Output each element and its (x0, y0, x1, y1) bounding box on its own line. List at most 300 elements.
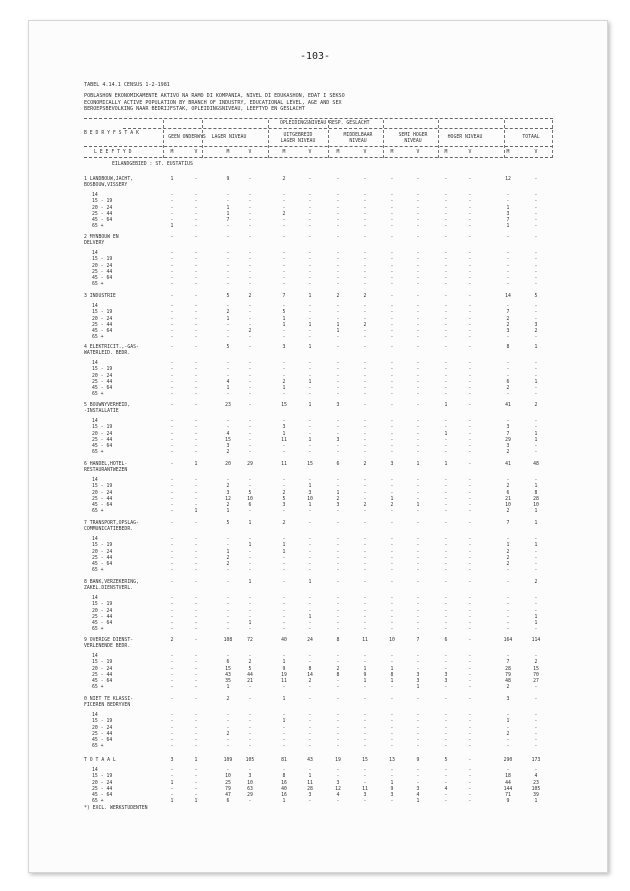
table-cell: 28 (505, 666, 511, 672)
section-total-cell: - (194, 294, 198, 299)
section-total-cell: 9 (226, 177, 230, 182)
table-cell: - (416, 660, 420, 666)
table-cell: - (468, 425, 472, 431)
table-cell: - (282, 205, 286, 211)
table-cell: 15 (225, 666, 231, 672)
sub-header-v: V (416, 150, 420, 155)
table-cell: 25 (225, 780, 231, 786)
table-cell: - (170, 450, 174, 456)
table-cell: - (282, 627, 286, 633)
section-total-cell: 2 (170, 638, 174, 643)
section-total-cell: - (390, 697, 394, 702)
table-cell: - (308, 654, 312, 659)
table-cell: - (390, 276, 394, 281)
table-cell: 2 (506, 731, 510, 737)
table-cell: - (248, 596, 252, 601)
table-cell: - (170, 768, 174, 773)
table-cell: - (308, 685, 312, 691)
section-name: 3 INDUSTRIE (84, 294, 116, 299)
table-cell: - (390, 257, 394, 263)
table-cell: - (390, 596, 394, 601)
table-cell: 1 (248, 543, 252, 549)
table-cell: - (444, 774, 448, 780)
table-cell: 2 (506, 484, 510, 490)
table-cell: - (308, 269, 312, 275)
table-cell: 39 (533, 793, 539, 798)
table-cell: - (282, 367, 286, 373)
table-cell: - (194, 205, 198, 211)
table-cell: - (468, 799, 472, 805)
table-cell: - (282, 555, 286, 561)
table-cell: - (444, 484, 448, 490)
section-total-cell: 8 (336, 638, 340, 643)
table-cell: 3 (506, 211, 510, 217)
section-total-cell: - (390, 294, 394, 299)
table-cell: 3 (226, 490, 230, 496)
section-total-cell: - (363, 177, 367, 182)
section-total-cell: 108 (223, 638, 233, 643)
section-total-cell: 5 (226, 521, 230, 526)
table-cell: - (363, 780, 367, 786)
age-group-label: 14 (92, 713, 98, 718)
section-total-cell: - (336, 345, 340, 350)
table-cell: - (444, 205, 448, 211)
table-cell: - (390, 731, 394, 737)
table-cell: - (226, 719, 230, 725)
section-total-cell: - (444, 345, 448, 350)
table-cell: - (308, 276, 312, 281)
table-cell: - (390, 719, 394, 725)
table-cell: - (308, 373, 312, 379)
table-cell: - (363, 768, 367, 773)
section-name: FICEREN BEDRYVEN (84, 702, 131, 708)
table-cell: 2 (226, 503, 230, 508)
table-cell: - (336, 431, 340, 437)
table-cell: - (390, 608, 394, 614)
table-cell: - (506, 713, 510, 718)
age-group-label: 65 + (92, 744, 104, 750)
table-cell: - (390, 335, 394, 341)
table-cell: - (336, 555, 340, 561)
section-name: BOSBOUW,VISSERY (84, 182, 128, 188)
table-cell: - (416, 263, 420, 269)
table-cell: - (336, 199, 340, 205)
table-cell: - (468, 367, 472, 373)
section-total-cell: 114 (531, 638, 541, 643)
table-cell: - (390, 555, 394, 561)
table-cell: - (282, 373, 286, 379)
section-name: RESTAURANTWEZEN (84, 467, 128, 473)
section-total-cell: 10 (389, 638, 395, 643)
table-cell: - (194, 211, 198, 217)
section-total-cell: - (336, 177, 340, 182)
table-cell: - (308, 509, 312, 515)
table-cell: - (506, 304, 510, 309)
table-cell: - (194, 627, 198, 633)
section-total-cell: 1 (308, 580, 312, 585)
age-group-label: 20 - 24 (92, 373, 113, 379)
table-cell: 1 (226, 549, 230, 555)
table-cell: - (336, 251, 340, 256)
table-cell: - (416, 780, 420, 786)
table-cell: - (282, 509, 286, 515)
table-cell: 1 (308, 503, 312, 508)
table-cell: 79 (225, 786, 231, 792)
table-cell: 6 (248, 503, 252, 508)
table-cell: 3 (390, 793, 394, 798)
table-cell: - (336, 679, 340, 684)
table-cell: - (308, 450, 312, 456)
table-cell: - (248, 484, 252, 490)
table-cell: - (390, 543, 394, 549)
table-cell: - (282, 621, 286, 626)
table-cell: - (282, 713, 286, 718)
table-cell: - (416, 224, 420, 230)
section-total-cell: - (444, 177, 448, 182)
section-total-cell: - (390, 403, 394, 408)
table-cell: - (444, 218, 448, 223)
table-cell: - (308, 205, 312, 211)
table-cell: - (506, 568, 510, 574)
section-total-cell: - (336, 521, 340, 526)
table-cell: - (506, 537, 510, 542)
table-cell: - (336, 316, 340, 322)
table-cell: - (534, 304, 538, 309)
table-cell: - (248, 555, 252, 561)
table-cell: - (390, 304, 394, 309)
table-cell: - (226, 263, 230, 269)
table-cell: 4 (336, 793, 340, 798)
table-cell: - (226, 419, 230, 424)
table-cell: 12 (335, 786, 341, 792)
table-cell: - (170, 713, 174, 718)
table-cell: 7 (506, 660, 510, 666)
table-cell: - (248, 269, 252, 275)
table-cell: 1 (390, 679, 394, 684)
table-cell: - (170, 725, 174, 731)
table-cell: 3 (444, 672, 448, 678)
table-cell: 2 (248, 329, 252, 334)
table-cell: - (194, 685, 198, 691)
table-cell: - (336, 725, 340, 731)
table-cell: - (444, 269, 448, 275)
title-line-papiamentu: POBLASHON EKONOMIKAMENTE AKTIVO NA RAMO DI KOMPANIA, NIVEL DI EDUKASHON, EDAT I SEKSO (84, 93, 345, 99)
table-cell: 1 (282, 543, 286, 549)
table-cell: - (506, 419, 510, 424)
table-cell: 10 (307, 496, 313, 502)
table-cell: 1 (226, 685, 230, 691)
table-cell: 35 (225, 679, 231, 684)
table-cell: - (534, 419, 538, 424)
table-cell: - (444, 386, 448, 391)
table-cell: 1 (282, 431, 286, 437)
table-cell: 1 (170, 780, 174, 786)
section-total-cell: 48 (533, 462, 539, 467)
table-cell: - (226, 269, 230, 275)
table-cell: 8 (308, 666, 312, 672)
table-cell: - (336, 654, 340, 659)
table-cell: - (506, 738, 510, 743)
table-cell: - (444, 596, 448, 601)
age-group-label: 14 (92, 478, 98, 483)
table-cell: - (336, 193, 340, 198)
section-total-cell: 6 (444, 638, 448, 643)
table-cell: 9 (282, 666, 286, 672)
table-cell: - (363, 608, 367, 614)
table-cell: - (444, 608, 448, 614)
table-cell: - (308, 224, 312, 230)
table-cell: - (390, 263, 394, 269)
table-cell: - (468, 484, 472, 490)
table-cell: - (468, 768, 472, 773)
section-total-cell: - (468, 638, 472, 643)
table-cell: 2 (248, 660, 252, 666)
table-cell: - (194, 738, 198, 743)
table-cell: - (534, 367, 538, 373)
table-cell: - (170, 335, 174, 341)
table-cell: 2 (506, 450, 510, 456)
section-total-cell: 1 (308, 403, 312, 408)
table-cell: - (194, 490, 198, 496)
table-cell: - (444, 224, 448, 230)
table-cell: - (390, 509, 394, 515)
table-cell: - (194, 425, 198, 431)
table-cell: - (308, 738, 312, 743)
table-cell: - (444, 537, 448, 542)
section-name: 9 OVERIGE DIENST- (84, 638, 134, 643)
table-cell: - (226, 199, 230, 205)
table-cell: - (534, 282, 538, 288)
table-cell: - (468, 725, 472, 731)
section-total-cell: - (308, 177, 312, 182)
section-total-cell: 109 (223, 758, 233, 763)
table-cell: - (534, 269, 538, 275)
table-cell: - (248, 549, 252, 555)
table-cell: 2 (506, 316, 510, 322)
table-cell: - (194, 251, 198, 256)
table-cell: 2 (534, 329, 538, 334)
section-total-cell: 41 (505, 403, 511, 408)
table-cell: 7 (506, 431, 510, 437)
table-cell: 5 (248, 490, 252, 496)
table-cell: - (390, 205, 394, 211)
table-cell: - (308, 316, 312, 322)
age-group-label: 45 - 64 (92, 793, 113, 798)
table-cell: - (194, 276, 198, 281)
table-cell: 2 (336, 496, 340, 502)
table-cell: 1 (226, 316, 230, 322)
age-group-label: 15 - 19 (92, 257, 113, 263)
sub-header-m: M (390, 150, 394, 155)
section-name: 2 MYNBOUW EN (84, 235, 119, 240)
table-cell: - (308, 568, 312, 574)
table-cell: 21 (505, 496, 511, 502)
table-cell: - (506, 361, 510, 366)
table-cell: - (226, 193, 230, 198)
table-cell: - (468, 602, 472, 608)
table-cell: - (506, 392, 510, 398)
table-cell: - (444, 780, 448, 786)
table-cell: - (308, 218, 312, 223)
table-cell: - (336, 621, 340, 626)
table-cell: - (444, 329, 448, 334)
table-cell: - (363, 450, 367, 456)
table-cell: - (363, 304, 367, 309)
table-cell: 1 (226, 205, 230, 211)
table-cell: 8 (282, 774, 286, 780)
section-total-cell: 43 (307, 758, 313, 763)
table-cell: - (336, 799, 340, 805)
table-cell: - (282, 257, 286, 263)
table-cell: - (468, 379, 472, 385)
table-cell: 1 (308, 437, 312, 443)
table-cell: - (534, 768, 538, 773)
table-cell: - (194, 335, 198, 341)
table-cell: - (468, 276, 472, 281)
table-cell: - (248, 335, 252, 341)
table-cell: 3 (416, 672, 420, 678)
table-cell: - (308, 361, 312, 366)
table-cell: - (336, 568, 340, 574)
table-cell: - (444, 304, 448, 309)
age-group-label: 45 - 64 (92, 444, 113, 449)
section-total-cell: - (534, 697, 538, 702)
table-cell: - (226, 614, 230, 620)
table-cell: - (444, 310, 448, 316)
section-total-cell: 2 (363, 294, 367, 299)
table-cell: - (336, 304, 340, 309)
table-cell: - (444, 373, 448, 379)
table-cell: - (416, 419, 420, 424)
table-cell: - (390, 224, 394, 230)
table-cell: - (468, 263, 472, 269)
table-cell: - (170, 496, 174, 502)
section-total-cell: - (308, 697, 312, 702)
table-cell: 5 (282, 310, 286, 316)
table-cell: 2 (308, 679, 312, 684)
table-cell: - (308, 419, 312, 424)
table-cell: - (468, 503, 472, 508)
table-cell: 2 (336, 666, 340, 672)
section-total-cell: 3 (336, 403, 340, 408)
table-cell: - (534, 450, 538, 456)
section-total-cell: - (468, 580, 472, 585)
table-cell: - (248, 731, 252, 737)
table-cell: 2 (506, 685, 510, 691)
table-cell: - (416, 627, 420, 633)
table-cell: - (194, 744, 198, 750)
table-cell: - (226, 568, 230, 574)
table-cell: - (194, 596, 198, 601)
table-cell: 1 (282, 719, 286, 725)
table-cell: - (468, 568, 472, 574)
table-cell: - (534, 373, 538, 379)
table-cell: - (336, 310, 340, 316)
section-total-cell: - (390, 521, 394, 526)
table-cell: - (194, 608, 198, 614)
table-cell: - (416, 725, 420, 731)
table-cell: - (506, 276, 510, 281)
table-cell: - (194, 660, 198, 666)
table-cell: - (282, 738, 286, 743)
table-cell: - (468, 679, 472, 684)
table-cell: - (226, 738, 230, 743)
table-cell: - (363, 490, 367, 496)
section-total-cell: - (170, 580, 174, 585)
table-cell: - (390, 316, 394, 322)
table-cell: 28 (307, 786, 313, 792)
sub-header-v: V (534, 150, 538, 155)
age-group-label: 15 - 19 (92, 719, 113, 725)
table-cell: 21 (247, 679, 253, 684)
table-cell: - (194, 768, 198, 773)
table-cell: - (248, 193, 252, 198)
table-cell: - (416, 738, 420, 743)
table-cell: - (390, 392, 394, 398)
table-cell: - (170, 660, 174, 666)
table-cell: - (248, 450, 252, 456)
table-cell: - (363, 484, 367, 490)
age-group-label: 45 - 64 (92, 621, 113, 626)
table-cell: - (308, 744, 312, 750)
table-cell: 2 (226, 450, 230, 456)
section-total-cell: - (363, 521, 367, 526)
table-cell: - (363, 193, 367, 198)
section-total-cell: 7 (506, 521, 510, 526)
table-cell: - (248, 367, 252, 373)
section-total-cell: - (194, 235, 198, 240)
table-cell: - (363, 224, 367, 230)
table-cell: - (363, 437, 367, 443)
table-cell: - (534, 738, 538, 743)
age-group-label: 45 - 64 (92, 386, 113, 391)
age-group-label: 20 - 24 (92, 490, 113, 496)
section-total-cell: - (416, 345, 420, 350)
table-cell: 6 (506, 379, 510, 385)
table-cell: - (416, 450, 420, 456)
table-cell: - (248, 509, 252, 515)
column-header: UITGEBREID LAGER NIVEAU (280, 133, 316, 144)
table-cell: - (444, 602, 448, 608)
table-cell: - (194, 537, 198, 542)
section-total-cell: 5 (444, 758, 448, 763)
table-cell: - (363, 251, 367, 256)
table-cell: - (194, 431, 198, 437)
table-cell: 3 (336, 780, 340, 786)
table-cell: - (194, 725, 198, 731)
table-cell: - (282, 329, 286, 334)
table-cell: - (170, 679, 174, 684)
table-cell: 3 (534, 322, 538, 328)
table-cell: - (506, 621, 510, 626)
table-cell: - (416, 282, 420, 288)
table-cell: - (170, 621, 174, 626)
section-total-cell: 23 (225, 403, 231, 408)
table-cell: - (282, 725, 286, 731)
section-total-cell: - (390, 580, 394, 585)
table-cell: - (248, 685, 252, 691)
table-cell: - (468, 316, 472, 322)
column-header: TOTAAL (522, 135, 540, 140)
table-cell: - (468, 478, 472, 483)
section-total-cell: 1 (194, 462, 198, 467)
table-cell: - (194, 719, 198, 725)
table-cell: - (444, 193, 448, 198)
table-cell: - (226, 304, 230, 309)
section-total-cell: 2 (282, 177, 286, 182)
table-cell: - (468, 450, 472, 456)
section-total-cell: - (468, 758, 472, 763)
